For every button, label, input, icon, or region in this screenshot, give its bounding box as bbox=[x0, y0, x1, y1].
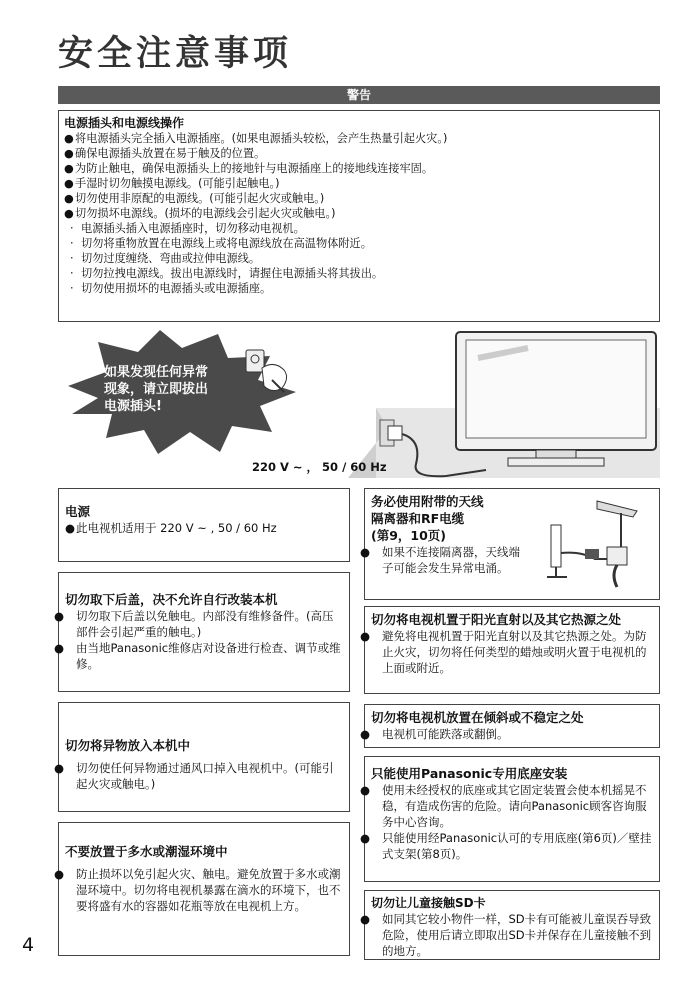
stand-section bbox=[360, 756, 660, 882]
antenna-heading-2: 隔离器和RF电缆 bbox=[371, 511, 465, 526]
back-cover-section bbox=[54, 572, 350, 692]
page-number: 4 bbox=[22, 934, 35, 956]
list-item-text: 确保电源插头放置在易于触及的位置。 bbox=[75, 147, 266, 160]
bullet: · bbox=[70, 267, 74, 280]
list-item-text: 手湿时切勿触摸电源线。(可能引起触电。) bbox=[75, 177, 280, 190]
power-plug-list bbox=[64, 131, 654, 296]
list-item bbox=[64, 221, 654, 236]
foreign-object-section bbox=[54, 702, 350, 812]
power-text: ●此电视机适用于 220 V ~ , 50 / 60 Hz bbox=[65, 521, 277, 535]
list-item-text: 切勿使用非原配的电源线。(可能引起火灾或触电。) bbox=[75, 192, 325, 205]
warning-bar: 警告 bbox=[58, 86, 660, 104]
antenna-heading-1: 务必使用附带的天线 bbox=[371, 494, 484, 509]
page-title: 安全注意事项 bbox=[58, 34, 293, 74]
list-item bbox=[64, 191, 654, 206]
list-item-text: 切勿将重物放置在电源线上或将电源线放在高温物体附近。 bbox=[81, 237, 372, 250]
antenna-section bbox=[360, 488, 660, 600]
moisture-heading: 不要放置于多水或潮湿环境中 bbox=[65, 844, 228, 859]
list-item bbox=[64, 176, 654, 191]
voltage-label: 220 V ~ ， 50 / 60 Hz bbox=[252, 460, 387, 474]
sd-card-section bbox=[360, 890, 660, 960]
list-item-text: 切勿使用损坏的电源插头或电源插座。 bbox=[81, 282, 272, 295]
list-item-text: 电源插头插入电源插座时，切勿移动电视机。 bbox=[81, 222, 305, 235]
list-item bbox=[64, 251, 654, 266]
power-section bbox=[58, 488, 350, 562]
back-cover-heading: 切勿取下后盖，决不允许自行改装本机 bbox=[65, 592, 278, 607]
bullet: · bbox=[70, 237, 74, 250]
bullet: ● bbox=[64, 147, 74, 160]
foreign-object-item: ● 切勿使任何异物通过通风口掉入电视机中。(可能引起火灾或触电。) bbox=[54, 761, 334, 791]
bullet: ● bbox=[64, 132, 74, 145]
sunlight-item: ● 避免将电视机置于阳光直射以及其它热源之处。为防止火灾，切勿将任何类型的蜡烛或明火置于电视机的上面或附近。 bbox=[360, 629, 647, 675]
stand-heading: 只能使用Panasonic专用底座安装 bbox=[371, 766, 568, 781]
moisture-section bbox=[54, 822, 350, 956]
tilt-item: ● 电视机可能跌落或翻倒。 bbox=[360, 727, 509, 741]
sd-card-item: ● 如同其它较小物件一样，SD卡有可能被儿童误吞导致危险，使用后请立即取出SD卡并保存在儿童接触不到的地方。 bbox=[360, 912, 652, 958]
power-plug-section bbox=[58, 110, 660, 322]
bullet: ● bbox=[64, 207, 74, 220]
list-item-text: 切勿拉拽电源线。拔出电源线时，请握住电源插头将其拔出。 bbox=[81, 267, 384, 280]
bullet: · bbox=[70, 252, 74, 265]
sunlight-section bbox=[360, 606, 660, 694]
list-item-text: 为防止触电，确保电源插头上的接地针与电源插座上的接地线连接牢固。 bbox=[75, 162, 434, 175]
list-item-text: 切勿过度缠绕、弯曲或拉伸电源线。 bbox=[81, 252, 261, 265]
tilt-heading: 切勿将电视机放置在倾斜或不稳定之处 bbox=[371, 710, 584, 725]
list-item bbox=[64, 146, 654, 161]
starburst-line-3: 电源插头! bbox=[104, 399, 162, 414]
antenna-item: ● 如果不连接隔离器，天线端子可能会发生异常电涌。 bbox=[360, 545, 520, 575]
bullet: ● bbox=[64, 192, 74, 205]
sd-card-heading: 切勿让儿童接触SD卡 bbox=[371, 896, 486, 910]
bullet: · bbox=[70, 222, 74, 235]
starburst-line-2: 现象，请立即拔出 bbox=[104, 382, 209, 397]
list-item bbox=[64, 266, 654, 281]
bullet: · bbox=[70, 282, 74, 295]
list-item bbox=[64, 161, 654, 176]
list-item-text: 切勿损坏电源线。(损坏的电源线会引起火灾或触电。) bbox=[75, 207, 336, 220]
list-item bbox=[64, 281, 654, 296]
antenna-heading-3: (第9，10页) bbox=[371, 528, 447, 543]
list-item-text: 将电源插头完全插入电源插座。(如果电源插头较松，会产生热量引起火灾。) bbox=[75, 132, 448, 145]
sunlight-heading: 切勿将电视机置于阳光直射以及其它热源之处 bbox=[371, 612, 622, 627]
list-item bbox=[64, 131, 654, 146]
foreign-object-heading: 切勿将异物放入本机中 bbox=[65, 738, 191, 753]
power-heading: 电源 bbox=[65, 504, 91, 519]
antenna-isolator-icon bbox=[547, 497, 653, 593]
back-cover-item-2: ● 由当地Panasonic维修店对设备进行检查、调节或维修。 bbox=[54, 641, 341, 671]
list-item bbox=[64, 206, 654, 221]
moisture-item: ● 防止损坏以免引起火灾、触电。避免放置于多水或潮湿环境中。切勿将电视机暴露在滴水的环境下，也不要将盛有水的容器如花瓶等放在电视机上方。 bbox=[54, 867, 341, 913]
stand-item-1: ● 使用未经授权的底座或其它固定装置会使本机摇晃不稳，有造成伤害的危险。请向Panasonic顾客咨询服务中心咨询。 bbox=[360, 783, 647, 829]
bullet: ● bbox=[64, 177, 74, 190]
bullet: ● bbox=[64, 162, 74, 175]
tv-icon bbox=[456, 332, 656, 466]
power-plug-heading: 电源插头和电源线操作 bbox=[64, 116, 185, 130]
back-cover-item-1: ● 切勿取下后盖以免触电。内部没有维修备件。(高压部件会引起严重的触电。) bbox=[54, 609, 334, 639]
stand-item-2: ● 只能使用经Panasonic认可的专用底座(第6页)／壁挂式支架(第8页)。 bbox=[360, 831, 652, 861]
list-item bbox=[64, 236, 654, 251]
tilt-section bbox=[360, 704, 660, 748]
starburst-message bbox=[104, 364, 208, 415]
starburst-line-1: 如果发现任何异常 bbox=[104, 365, 209, 380]
